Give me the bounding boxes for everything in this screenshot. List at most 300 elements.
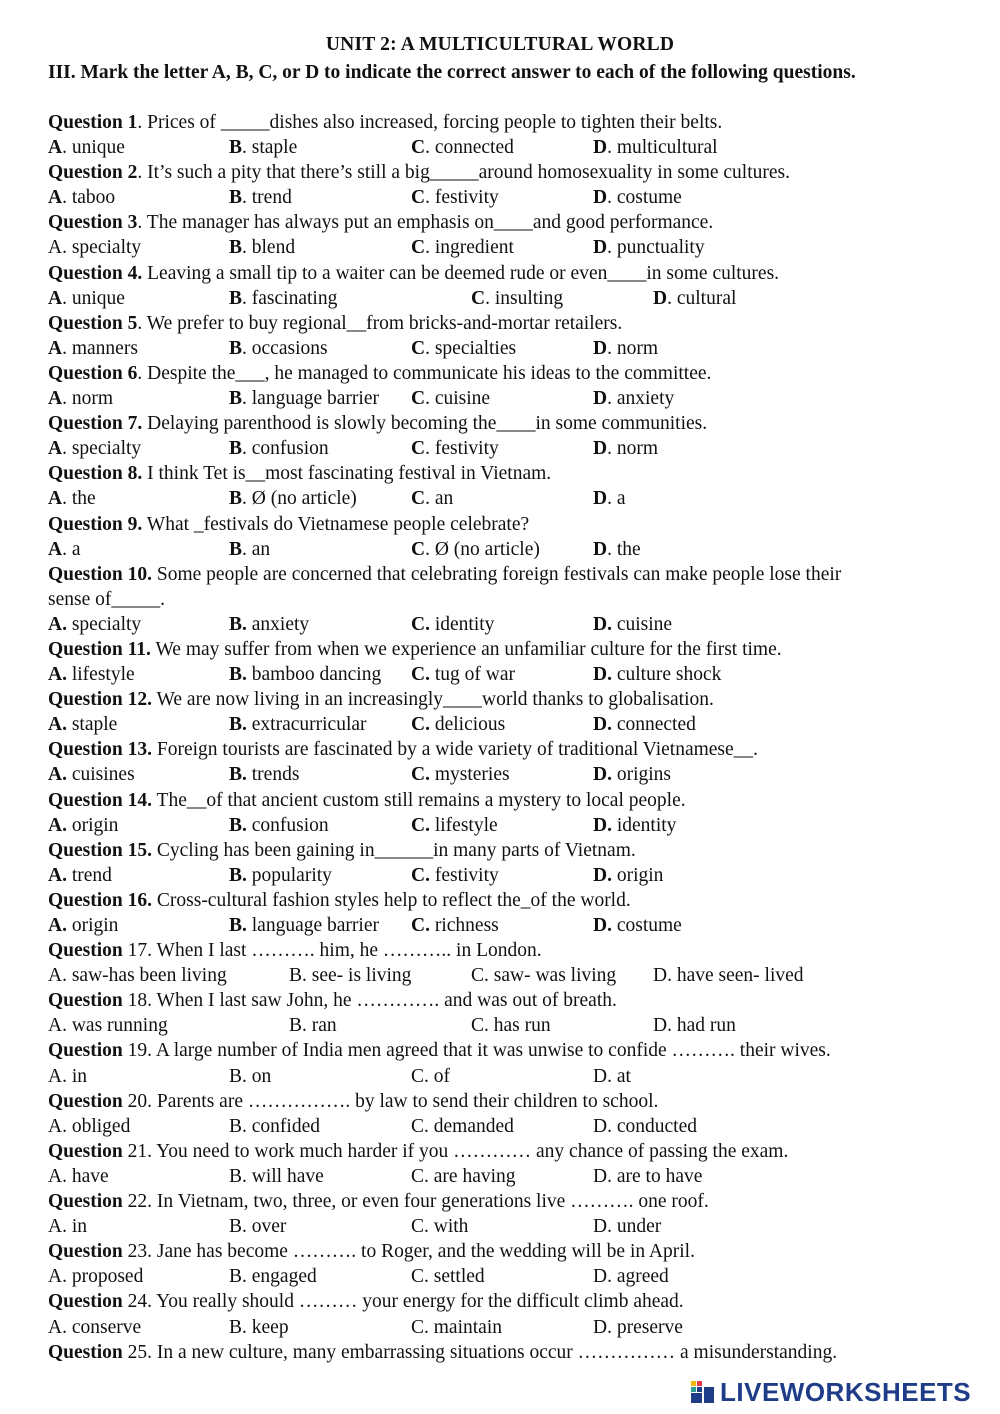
answer-option[interactable] xyxy=(48,1114,130,1139)
question-text: Leaving a small tip to a waiter can be deemed rude or even____in some cultures. xyxy=(147,262,780,284)
option-letter: C xyxy=(411,488,426,510)
option-letter: A xyxy=(48,488,63,510)
option-letter: D. xyxy=(593,1115,612,1137)
options-row xyxy=(48,486,960,511)
option-text: delicious xyxy=(434,714,506,736)
option-letter: A xyxy=(48,337,63,359)
option-text: conserve xyxy=(71,1316,142,1338)
option-letter: A. xyxy=(48,814,67,836)
question-stem xyxy=(48,1089,960,1114)
answer-option[interactable] xyxy=(229,135,297,160)
option-separator: . xyxy=(242,388,252,410)
answer-option[interactable] xyxy=(229,762,299,787)
option-letter: D. xyxy=(593,1216,612,1238)
answer-option[interactable] xyxy=(593,1114,697,1139)
option-text: multicultural xyxy=(616,137,718,159)
options-row xyxy=(48,1164,960,1189)
option-letter: A. xyxy=(48,1115,67,1137)
answer-option[interactable] xyxy=(411,336,516,361)
answer-option[interactable] xyxy=(471,1013,551,1038)
question-text: Jane has become ………. to Roger, and the wedding will be in April. xyxy=(156,1241,695,1263)
option-text: identity xyxy=(616,814,677,836)
option-text: the xyxy=(616,538,641,560)
option-letter: C xyxy=(471,287,486,309)
answer-option[interactable] xyxy=(229,537,270,562)
option-letter: A xyxy=(48,438,63,460)
answer-option[interactable] xyxy=(593,1064,631,1089)
option-letter: A xyxy=(48,137,63,159)
option-letter: B. xyxy=(229,1266,247,1288)
answer-option[interactable] xyxy=(229,863,332,888)
answer-option[interactable] xyxy=(229,913,379,938)
option-text: language barrier xyxy=(251,388,379,410)
options-row xyxy=(48,612,960,637)
option-text: have seen- lived xyxy=(676,965,804,987)
option-text: maintain xyxy=(433,1316,502,1338)
option-letter: A. xyxy=(48,714,67,736)
answer-option[interactable] xyxy=(411,1264,485,1289)
answer-option[interactable] xyxy=(48,1214,87,1239)
option-text: manners xyxy=(71,337,138,359)
answer-option[interactable] xyxy=(593,336,658,361)
answer-option[interactable] xyxy=(593,537,641,562)
answer-option[interactable] xyxy=(48,1315,141,1340)
question-text: The manager has always put an emphasis on____and good performance. xyxy=(146,212,714,234)
answer-option[interactable] xyxy=(229,1264,317,1289)
answer-option[interactable] xyxy=(593,863,663,888)
option-letter: D. xyxy=(593,814,612,836)
answer-option[interactable] xyxy=(229,612,309,637)
option-text: trend xyxy=(251,187,292,209)
option-separator: . xyxy=(242,187,252,209)
option-text: conducted xyxy=(616,1115,697,1137)
question-text: When I last ………. him, he ……….. in London. xyxy=(156,940,542,962)
question-number: 24. xyxy=(127,1291,153,1313)
answer-option[interactable] xyxy=(48,863,112,888)
option-separator: . xyxy=(62,488,72,510)
answer-option[interactable] xyxy=(48,537,81,562)
answer-option[interactable] xyxy=(411,662,515,687)
answer-option[interactable] xyxy=(593,612,672,637)
question-text: Prices of _____dishes also increased, forcing people to tighten their belts. xyxy=(147,112,723,133)
option-letter: C. xyxy=(411,1065,429,1087)
option-text: over xyxy=(251,1216,287,1238)
option-text: will have xyxy=(251,1165,324,1187)
question-text: You need to work much harder if you ………… any chance of passing the exam. xyxy=(156,1140,789,1162)
answer-option[interactable] xyxy=(229,235,295,260)
option-text: norm xyxy=(616,337,659,359)
options-row xyxy=(48,286,960,311)
question-stem xyxy=(48,888,960,913)
answer-option[interactable] xyxy=(593,1315,683,1340)
option-text: costume xyxy=(616,915,682,936)
answer-option[interactable] xyxy=(229,486,357,511)
instructions: III. Mark the letter A, B, C, or D to indicate the correct answer to each of the following questions. xyxy=(48,62,856,83)
answer-option[interactable] xyxy=(48,662,135,687)
option-text: saw-has been living xyxy=(71,965,227,987)
question-label: Question 6 xyxy=(48,362,138,384)
options-row xyxy=(48,336,960,361)
option-text: origin xyxy=(71,915,119,936)
answer-option[interactable] xyxy=(411,1214,468,1239)
answer-option[interactable] xyxy=(411,712,505,737)
question-label: Question 14. xyxy=(48,789,153,811)
question-stem xyxy=(48,461,960,486)
question-label: Question 4. xyxy=(48,262,143,284)
answer-option[interactable] xyxy=(593,436,658,461)
option-text: have xyxy=(71,1165,109,1187)
question-stem xyxy=(48,361,960,386)
answer-option[interactable] xyxy=(48,235,141,260)
option-letter: B. xyxy=(229,1216,247,1238)
option-letter: C. xyxy=(471,1015,489,1037)
option-letter: C. xyxy=(411,664,430,686)
option-letter: A. xyxy=(48,1216,67,1238)
option-separator: . xyxy=(607,438,617,460)
question-stem xyxy=(48,737,960,762)
options-row xyxy=(48,1114,960,1139)
answer-option[interactable] xyxy=(48,913,118,938)
answer-option[interactable] xyxy=(593,386,674,411)
question-label: Question 3 xyxy=(48,212,138,234)
question-label: Question 10. xyxy=(48,563,153,585)
answer-option[interactable] xyxy=(411,1164,516,1189)
answer-option[interactable] xyxy=(593,486,626,511)
option-text: origin xyxy=(71,814,119,836)
question-stem xyxy=(48,838,960,863)
option-letter: B. xyxy=(229,613,247,635)
option-text: engaged xyxy=(251,1266,317,1288)
option-letter: D xyxy=(593,488,608,510)
answer-option[interactable] xyxy=(229,813,329,838)
option-separator: . xyxy=(425,137,435,159)
answer-option[interactable] xyxy=(48,712,117,737)
question-stem xyxy=(48,210,960,235)
answer-option[interactable] xyxy=(229,1064,271,1089)
answer-option[interactable] xyxy=(593,1214,661,1239)
answer-option[interactable] xyxy=(411,612,494,637)
brand-name: LIVEWORKSHEETS xyxy=(720,1376,972,1407)
question-label: Question xyxy=(48,1241,123,1263)
option-text: bamboo dancing xyxy=(251,664,382,686)
answer-option[interactable] xyxy=(653,963,804,988)
answer-option[interactable] xyxy=(593,185,682,210)
option-text: origin xyxy=(616,864,664,886)
option-text: with xyxy=(433,1216,469,1238)
option-letter: C. xyxy=(411,764,430,786)
option-text: specialties xyxy=(434,337,517,359)
answer-option[interactable] xyxy=(229,1114,320,1139)
answer-option[interactable] xyxy=(48,813,118,838)
question-stem xyxy=(48,1139,960,1164)
options-row xyxy=(48,436,960,461)
answer-option[interactable] xyxy=(411,762,510,787)
answer-option[interactable] xyxy=(593,662,721,687)
option-letter: B. xyxy=(289,965,307,987)
option-text: ingredient xyxy=(434,237,514,259)
option-text: connected xyxy=(616,714,696,736)
brand-logo xyxy=(690,1377,971,1407)
options-row xyxy=(48,386,960,411)
option-text: demanded xyxy=(433,1115,514,1137)
answer-option[interactable] xyxy=(48,1064,87,1089)
question-text: You really should ……… your energy for the difficult climb ahead. xyxy=(156,1291,684,1313)
page-title: UNIT 2: A MULTICULTURAL WORLD xyxy=(325,34,675,55)
option-letter: D. xyxy=(653,965,672,987)
option-text: are to have xyxy=(616,1165,703,1187)
options-row xyxy=(48,1264,960,1289)
question-stem xyxy=(48,1189,960,1214)
question-stem xyxy=(48,261,960,286)
option-letter: B. xyxy=(229,1065,247,1087)
answer-option[interactable] xyxy=(653,1013,736,1038)
answer-option[interactable] xyxy=(48,386,113,411)
question-text: Delaying parenthood is slowly becoming the____in some communities. xyxy=(147,413,708,435)
option-text: Ø (no article) xyxy=(434,538,540,560)
question-text: The__of that ancient custom still remains a mystery to local people. xyxy=(156,789,686,811)
question-label: Question xyxy=(48,1140,123,1162)
option-text: of xyxy=(433,1065,451,1087)
option-text: lifestyle xyxy=(71,664,135,686)
answer-option[interactable] xyxy=(411,486,453,511)
answer-option[interactable] xyxy=(411,1315,502,1340)
option-letter: C. xyxy=(411,1165,429,1187)
option-text: norm xyxy=(71,388,114,410)
answer-option[interactable] xyxy=(593,135,718,160)
option-text: keep xyxy=(251,1316,289,1338)
option-letter: A. xyxy=(48,1316,67,1338)
option-letter: B. xyxy=(229,664,247,686)
option-letter: D. xyxy=(593,915,612,936)
option-text: see- is living xyxy=(311,965,412,987)
answer-option[interactable] xyxy=(229,712,367,737)
answer-option[interactable] xyxy=(593,235,705,260)
answer-option[interactable] xyxy=(411,135,514,160)
answer-option[interactable] xyxy=(411,1064,450,1089)
answer-option[interactable] xyxy=(48,286,125,311)
answer-option[interactable] xyxy=(411,863,499,888)
option-text: specialty xyxy=(71,438,142,460)
answer-option[interactable] xyxy=(289,1013,337,1038)
option-letter: C. xyxy=(411,1266,429,1288)
answer-option[interactable] xyxy=(48,185,115,210)
answer-option[interactable] xyxy=(593,813,676,838)
question-stem xyxy=(48,687,960,712)
option-letter: D. xyxy=(593,664,612,686)
answer-option[interactable] xyxy=(48,762,135,787)
option-letter: D. xyxy=(593,1065,612,1087)
option-letter: A xyxy=(48,187,63,209)
answer-option[interactable] xyxy=(229,336,328,361)
answer-option[interactable] xyxy=(471,963,616,988)
option-letter: B xyxy=(229,337,243,359)
answer-option[interactable] xyxy=(653,286,736,311)
answer-option[interactable] xyxy=(411,813,498,838)
option-letter: B. xyxy=(229,1316,247,1338)
answer-option[interactable] xyxy=(48,1013,168,1038)
answer-option[interactable] xyxy=(593,1264,669,1289)
answer-option[interactable] xyxy=(411,386,490,411)
option-separator: . xyxy=(425,187,435,209)
answer-option[interactable] xyxy=(593,913,682,938)
option-letter: B. xyxy=(229,864,247,886)
question-label: Question 15. xyxy=(48,839,153,861)
question-text: Some people are concerned that celebrating foreign festivals can make people lose their xyxy=(156,563,842,585)
option-text: trends xyxy=(251,764,300,786)
option-letter: D xyxy=(593,438,608,460)
answer-option[interactable] xyxy=(471,286,563,311)
option-letter: C xyxy=(411,438,426,460)
answer-option[interactable] xyxy=(411,537,540,562)
answer-option[interactable] xyxy=(48,1164,109,1189)
question-stem xyxy=(48,788,960,813)
option-letter: D. xyxy=(593,1165,612,1187)
option-separator: . xyxy=(425,237,435,259)
answer-option[interactable] xyxy=(593,1164,702,1189)
question-number: 25. xyxy=(127,1341,153,1363)
options-row xyxy=(48,913,960,938)
option-text: culture shock xyxy=(616,664,722,686)
question-stem xyxy=(48,938,960,963)
option-text: blend xyxy=(251,237,296,259)
option-separator: . xyxy=(62,337,72,359)
answer-option[interactable] xyxy=(48,436,141,461)
question-text: We may suffer from when we experience an unfamiliar culture for the first time. xyxy=(155,638,782,660)
option-text: festivity xyxy=(434,187,499,209)
option-letter: D xyxy=(593,538,608,560)
question-label: Question 9. xyxy=(48,513,143,535)
question-text: What _festivals do Vietnamese people celebrate? xyxy=(146,513,530,535)
question-label: Question 7. xyxy=(48,413,143,435)
option-letter: A. xyxy=(48,664,67,686)
option-text: unique xyxy=(71,287,125,309)
option-letter: C. xyxy=(411,613,430,635)
answer-option[interactable] xyxy=(593,762,671,787)
question-text: It’s such a pity that there’s still a big_____around homosexuality in some cultures. xyxy=(147,162,790,184)
option-separator: . xyxy=(62,438,72,460)
question-stem xyxy=(48,411,960,436)
answer-option[interactable] xyxy=(411,913,499,938)
option-text: confusion xyxy=(251,814,329,836)
answer-option[interactable] xyxy=(229,662,381,687)
question-number: 21. xyxy=(127,1140,153,1162)
option-text: specialty xyxy=(71,237,142,259)
question-label: Question 13. xyxy=(48,739,153,761)
option-letter: D. xyxy=(593,1316,612,1338)
option-text: language barrier xyxy=(251,915,379,936)
option-separator: . xyxy=(425,388,435,410)
answer-option[interactable] xyxy=(229,1315,289,1340)
answer-option[interactable] xyxy=(48,1264,143,1289)
answer-option[interactable] xyxy=(289,963,411,988)
answer-option[interactable] xyxy=(229,185,292,210)
options-row xyxy=(48,135,960,160)
question-label: Question 16. xyxy=(48,889,153,911)
option-letter: B xyxy=(229,237,243,259)
option-letter: B. xyxy=(229,1165,247,1187)
answer-option[interactable] xyxy=(411,235,514,260)
option-separator: . xyxy=(62,187,72,209)
option-letter: C. xyxy=(411,1115,429,1137)
option-text: cuisines xyxy=(71,764,135,786)
option-text: richness xyxy=(434,915,499,936)
answer-option[interactable] xyxy=(411,436,499,461)
option-letter: B. xyxy=(229,1115,247,1137)
option-text: a xyxy=(71,538,81,560)
option-separator: . xyxy=(425,337,435,359)
option-letter: A. xyxy=(48,613,67,635)
option-letter: B xyxy=(229,187,243,209)
question-separator: . xyxy=(137,162,148,184)
option-separator: . xyxy=(242,287,252,309)
option-text: cuisine xyxy=(434,388,491,410)
answer-option[interactable] xyxy=(229,286,337,311)
option-letter: B xyxy=(229,287,243,309)
option-letter: A xyxy=(48,388,63,410)
option-separator: . xyxy=(62,237,72,259)
question-text: Despite the___, he managed to communicate his ideas to the committee. xyxy=(147,362,712,384)
liveworksheets-logo-icon xyxy=(690,1379,716,1405)
options-row xyxy=(48,185,960,210)
question-number: 19. xyxy=(127,1040,153,1062)
answer-option[interactable] xyxy=(48,336,138,361)
question-label: Question xyxy=(48,1341,123,1363)
answer-option[interactable] xyxy=(48,135,125,160)
options-row xyxy=(48,1214,960,1239)
question-number: 20. xyxy=(127,1090,153,1112)
option-letter: A xyxy=(48,538,63,560)
option-text: at xyxy=(616,1065,631,1087)
option-text: an xyxy=(251,538,271,560)
question-list xyxy=(48,110,960,1365)
option-letter: A. xyxy=(48,915,67,936)
option-text: obliged xyxy=(71,1115,131,1137)
option-text: agreed xyxy=(616,1266,669,1288)
option-separator: . xyxy=(607,388,617,410)
answer-option[interactable] xyxy=(411,1114,514,1139)
question-label: Question xyxy=(48,940,123,962)
option-separator: . xyxy=(425,438,435,460)
question-stem xyxy=(48,988,960,1013)
option-text: costume xyxy=(616,187,682,209)
question-text-continued: sense of_____. xyxy=(48,588,165,610)
option-text: cultural xyxy=(676,287,737,309)
option-letter: B. xyxy=(229,764,247,786)
option-letter: B. xyxy=(289,1015,307,1037)
option-letter: D. xyxy=(593,714,612,736)
options-row xyxy=(48,1064,960,1089)
question-label: Question 12. xyxy=(48,689,153,711)
answer-option[interactable] xyxy=(411,185,499,210)
option-text: a xyxy=(616,488,626,510)
answer-option[interactable] xyxy=(48,486,96,511)
answer-option[interactable] xyxy=(229,1214,286,1239)
option-text: are having xyxy=(433,1165,516,1187)
option-text: mysteries xyxy=(434,764,510,786)
answer-option[interactable] xyxy=(229,436,329,461)
option-text: was running xyxy=(71,1015,168,1037)
answer-option[interactable] xyxy=(229,386,379,411)
question-text: In a new culture, many embarrassing situations occur …………… a misunderstanding. xyxy=(156,1341,838,1363)
option-letter: B xyxy=(229,388,243,410)
answer-option[interactable] xyxy=(229,1164,324,1189)
answer-option[interactable] xyxy=(593,712,696,737)
answer-option[interactable] xyxy=(48,612,141,637)
option-separator: . xyxy=(62,137,72,159)
question-label: Question xyxy=(48,1040,123,1062)
option-letter: C xyxy=(411,388,426,410)
answer-option[interactable] xyxy=(48,963,227,988)
